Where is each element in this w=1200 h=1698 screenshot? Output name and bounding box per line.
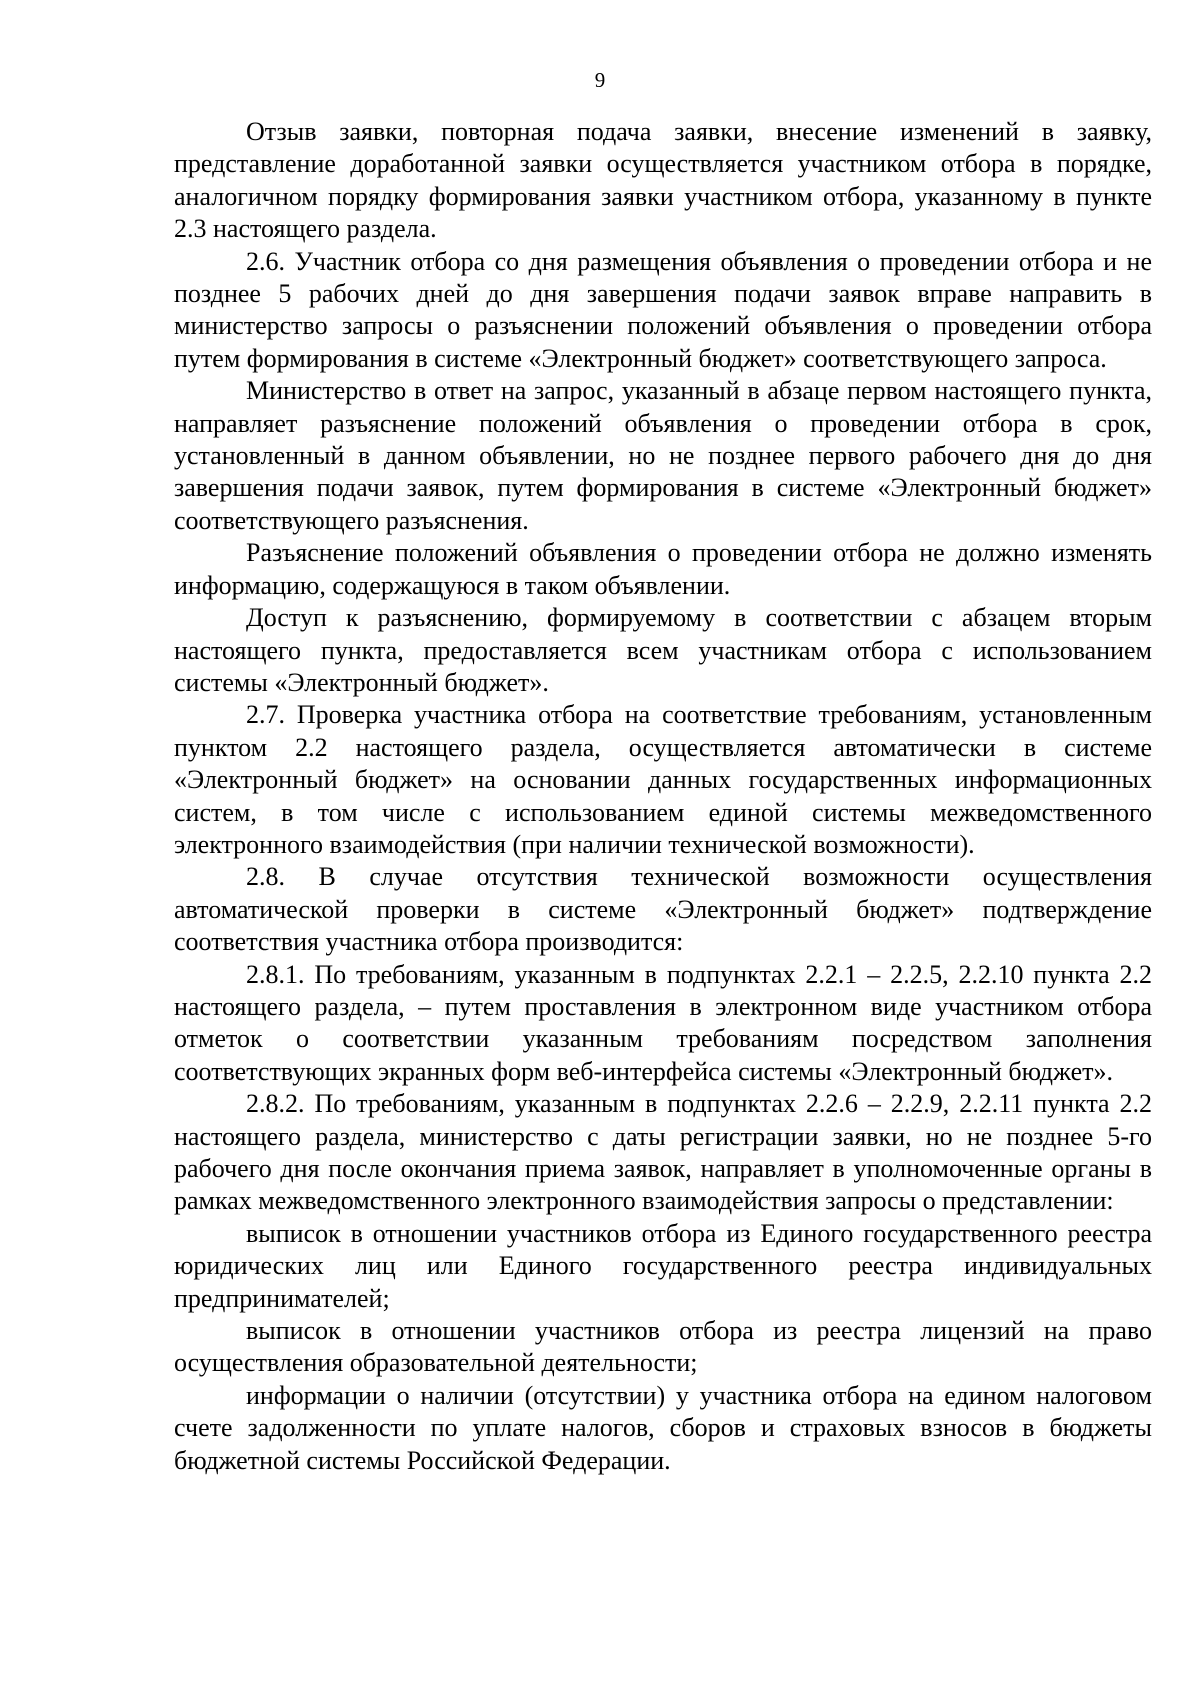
paragraph-2-7: 2.7. Проверка участника отбора на соответствие требованиям, установленным пунктом 2.2 настоящего раздела, осуществляется автоматически в системе «Электронный бюджет» на основании данных государственных информационных систем, в том числе с использованием единой системы межведомственного электронного взаимодействия (при наличии технической возможности). (174, 700, 1152, 859)
paragraph-clarification-limits: Разъяснение положений объявления о проведении отбора не должно изменять информацию, содержащуюся в таком объявлении. (174, 538, 1152, 600)
document-body (174, 116, 1152, 1477)
paragraph-2-8: 2.8. В случае отсутствия технической возможности осуществления автоматической проверки в системе «Электронный бюджет» подтверждение соответствия участника отбора производится: (174, 862, 1152, 957)
paragraph-tax-debt-info: информации о наличии (отсутствии) у участника отбора на едином налоговом счете задолженности по уплате налогов, сборов и страховых взносов в бюджеты бюджетной системы Российской Федерации. (174, 1380, 1152, 1475)
paragraph-2-6: 2.6. Участник отбора со дня размещения объявления о проведении отбора и не позднее 5 рабочих дней до дня завершения подачи заявок вправе направить в министерство запросы о разъяснении положений объявления о проведении отбора путем формирования в системе «Электронный бюджет» соответствующего запроса. (174, 246, 1152, 373)
paragraph-registry-extracts: выписок в отношении участников отбора из Единого государственного реестра юридических лиц или Единого государственного реестра индивидуальных предпринимателей; (174, 1218, 1152, 1313)
paragraph-clarification-access: Доступ к разъяснению, формируемому в соответствии с абзацем вторым настоящего пункта, предоставляется всем участникам отбора с использованием системы «Электронный бюджет». (174, 603, 1152, 697)
paragraph-license-extracts: выписок в отношении участников отбора из реестра лицензий на право осуществления образовательной деятельности; (174, 1316, 1152, 1378)
paragraph-2-8-1: 2.8.1. По требованиям, указанным в подпунктах 2.2.1 – 2.2.5, 2.2.10 пункта 2.2 настоящего раздела, – путем проставления в электронном виде участником отбора отметок о соответствии указанным требованиям посредством заполнения соответствующих экранных форм веб-интерфейса системы «Электронный бюджет». (174, 959, 1152, 1086)
paragraph-2-8-2: 2.8.2. По требованиям, указанным в подпунктах 2.2.6 – 2.2.9, 2.2.11 пункта 2.2 настоящего раздела, министерство с даты регистрации заявки, но не позднее 5-го рабочего дня после окончания приема заявок, направляет в уполномоченные органы в рамках межведомственного электронного взаимодействия запросы о представлении: (174, 1089, 1152, 1216)
paragraph-ministry-response: Министерство в ответ на запрос, указанный в абзаце первом настоящего пункта, направляет разъяснение положений объявления о проведении отбора в срок, установленный в данном объявлении, но не позднее первого рабочего дня до дня завершения подачи заявок, путем формирования в системе «Электронный бюджет» соответствующего разъяснения. (174, 376, 1152, 535)
page-number: 9 (594, 68, 606, 92)
paragraph-application-withdrawal: Отзыв заявки, повторная подача заявки, внесение изменений в заявку, представление доработанной заявки осуществляется участником отбора в порядке, аналогичном порядку формирования заявки участником отбора, указанному в пункте 2.3 настоящего раздела. (174, 117, 1152, 244)
